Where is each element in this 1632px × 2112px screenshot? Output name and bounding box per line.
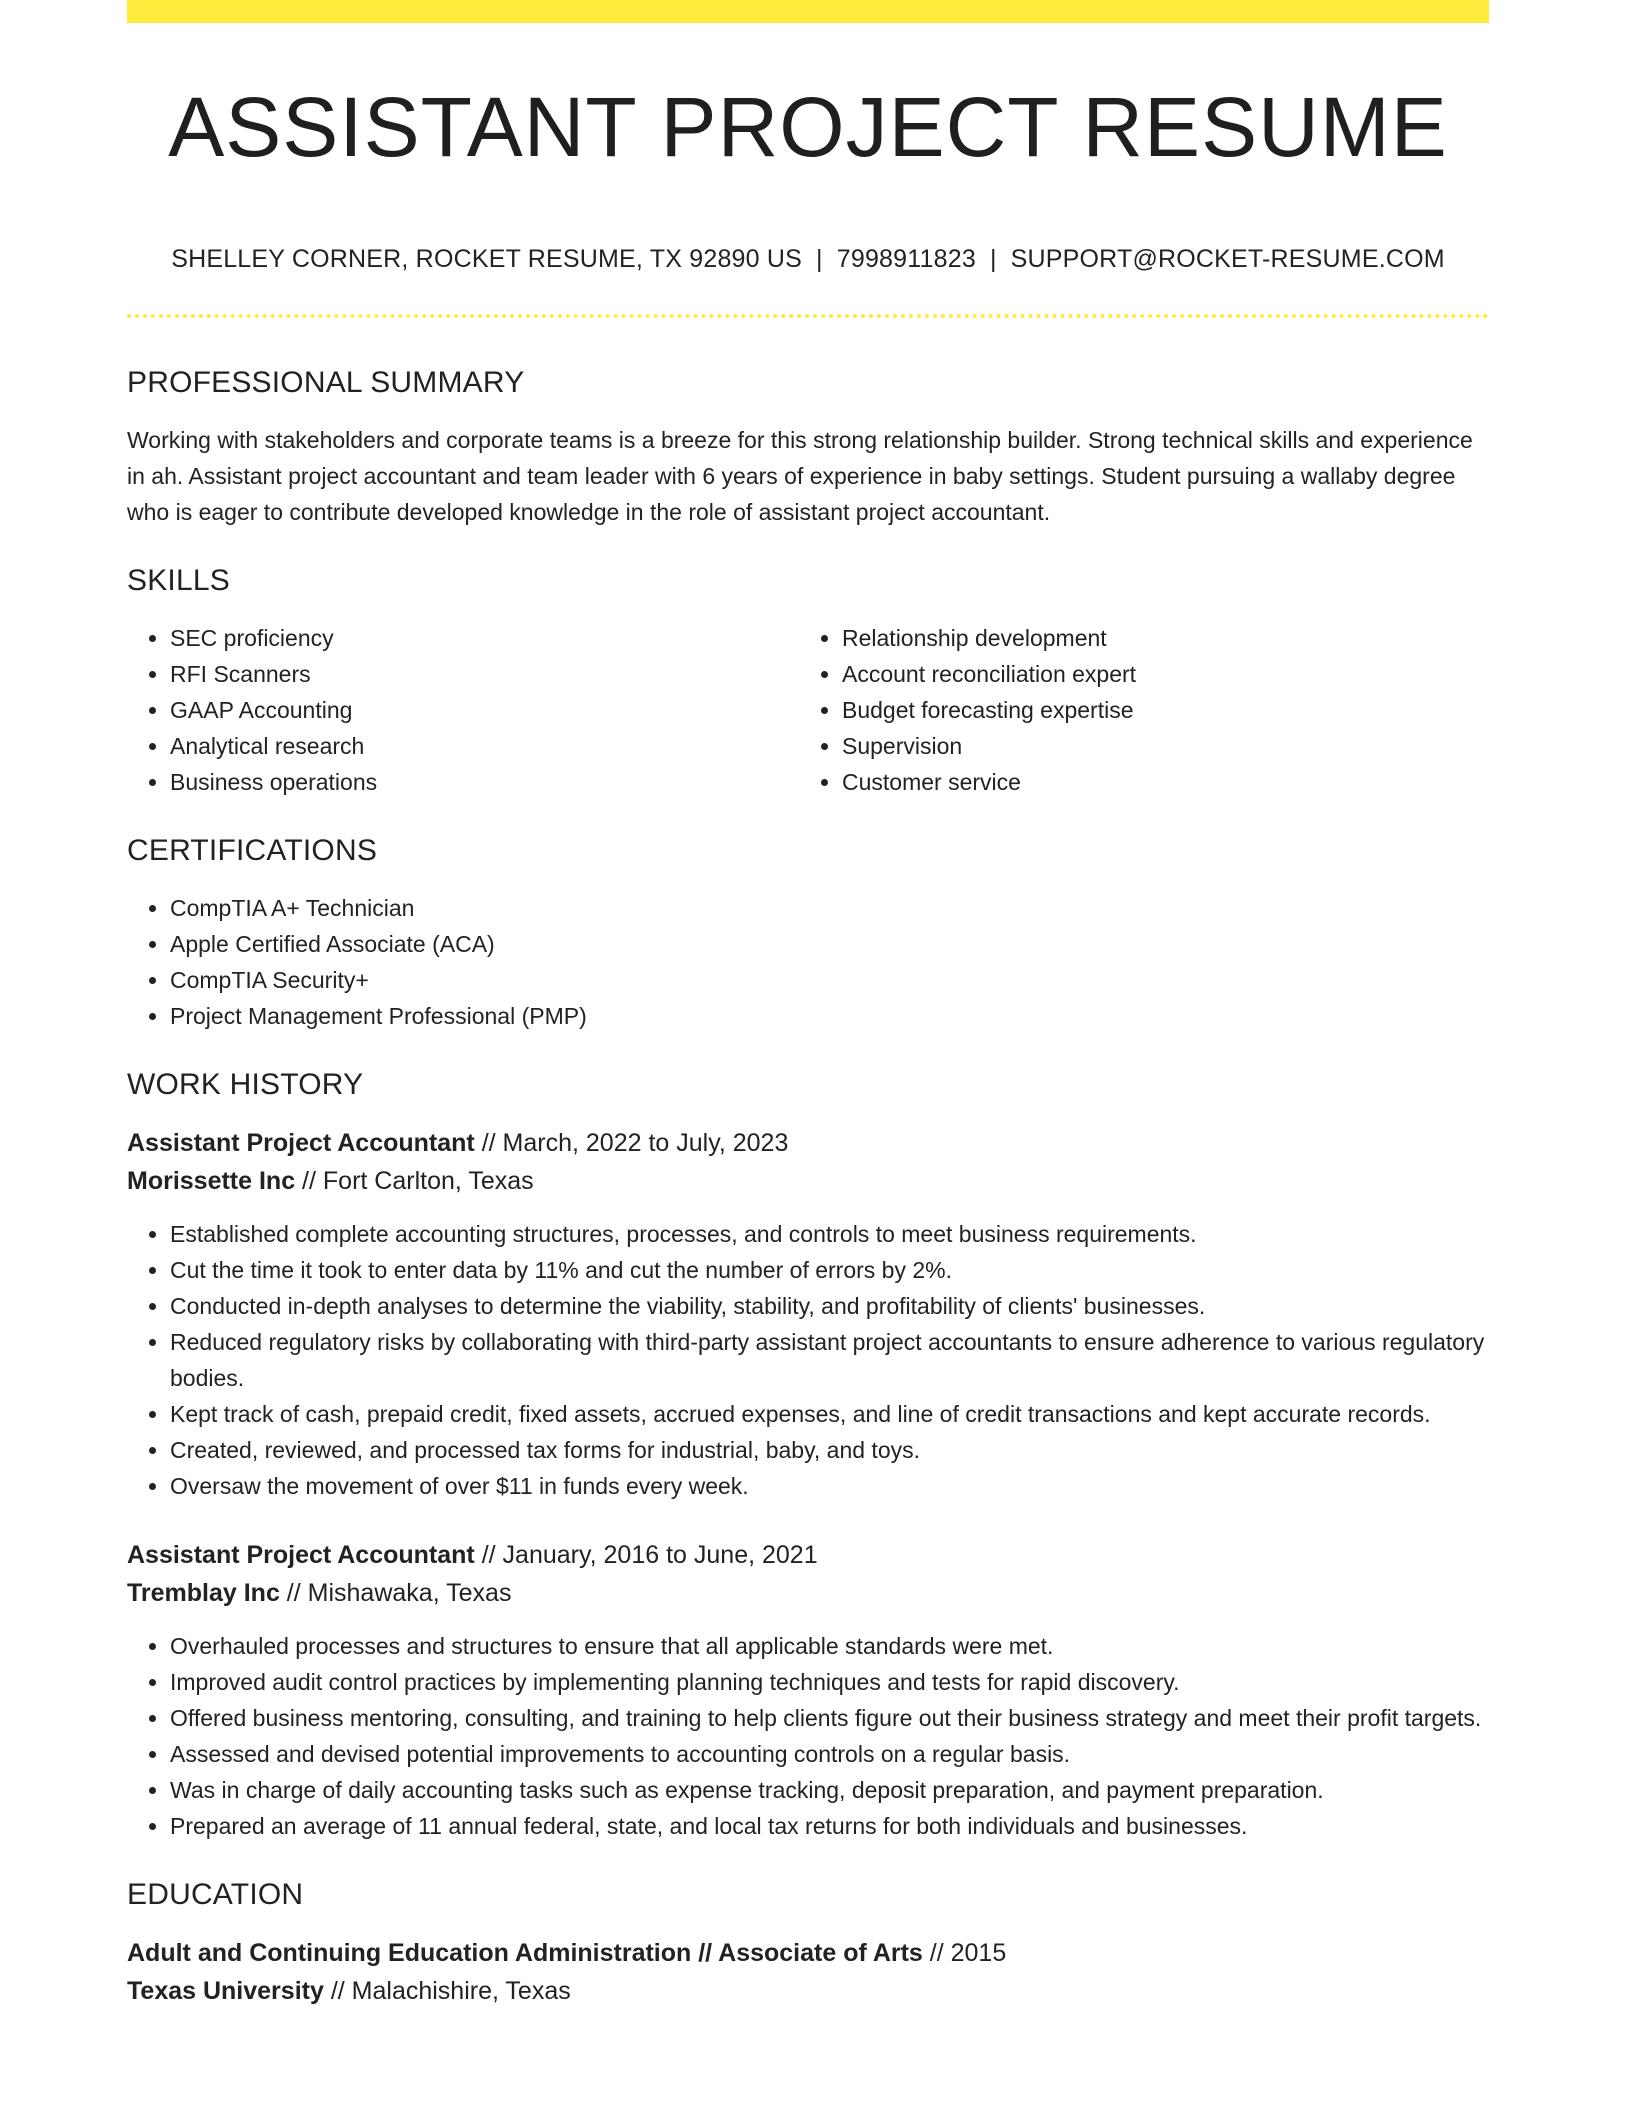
dotted-divider [127, 314, 1489, 318]
page-title: ASSISTANT PROJECT RESUME [168, 80, 1448, 174]
accent-top-bar [127, 0, 1489, 23]
summary-text: Working with stakeholders and corporate teams is a breeze for this strong relationship builder. Strong technical skills and experience in ah. Assistant project accountant and team leader with 6 years of experience in baby settings. Student pursuing a wallaby degree who is eager to contribute developed knowledge in the role of assistant project accountant. [127, 427, 1473, 525]
education-degree: Adult and Continuing Education Administration // Associate of Arts [127, 1939, 923, 1967]
education-location: // Malachishire, Texas [323, 1977, 571, 2005]
resume-page [127, 0, 1489, 2010]
job-bullet: • Overhauled processes and structures to ensure that all applicable standards were met. [170, 1628, 1489, 1664]
work-history-heading: WORK HISTORY [127, 1068, 364, 1101]
job-bullet: • Reduced regulatory risks by collaborating with third-party assistant project accountants to ensure adherence to various regulatory bodies. [170, 1324, 1489, 1396]
job-bullets [127, 1628, 1489, 1844]
job-bullet: • Cut the time it took to enter data by 11% and cut the number of errors by 2%. [170, 1252, 1489, 1288]
job-title-line [127, 1536, 1489, 1574]
contact-separator: | [989, 245, 997, 273]
job-bullets [127, 1216, 1489, 1504]
job-location: // Mishawaka, Texas [279, 1579, 512, 1607]
skills-section [127, 566, 1489, 800]
summary-heading: PROFESSIONAL SUMMARY [127, 366, 525, 399]
job-bullet: • Created, reviewed, and processed tax forms for industrial, baby, and toys. [170, 1432, 1489, 1468]
job-location: // Fort Carlton, Texas [295, 1167, 534, 1195]
skills-right-list [799, 620, 1471, 800]
skills-heading: SKILLS [127, 564, 230, 597]
certification-item: • Apple Certified Associate (ACA) [170, 926, 1489, 962]
education-school-line [127, 1972, 1489, 2010]
job-bullet: • Conducted in-depth analyses to determine the viability, stability, and profitability of clients' businesses. [170, 1288, 1489, 1324]
skill-item: • Customer service [842, 764, 1471, 800]
skill-item: • Relationship development [842, 620, 1471, 656]
skill-item: • Analytical research [170, 728, 799, 764]
education-school: Texas University [127, 1977, 324, 2005]
education-year: // 2015 [922, 1939, 1007, 1967]
job-entry [127, 1124, 1489, 1504]
contact-email: SUPPORT@ROCKET-RESUME.COM [1010, 245, 1445, 273]
skills-columns [127, 620, 1489, 800]
skill-item: • RFI Scanners [170, 656, 799, 692]
education-section [127, 1880, 1489, 2010]
job-company: Tremblay Inc [127, 1579, 280, 1607]
job-entry [127, 1536, 1489, 1844]
job-company: Morissette Inc [127, 1167, 296, 1195]
skills-right-column [799, 620, 1471, 800]
education-heading: EDUCATION [127, 1878, 304, 1911]
work-history-section [127, 1070, 1489, 1844]
job-bullet: • Was in charge of daily accounting tasks such as expense tracking, deposit preparation, and payment preparation. [170, 1772, 1489, 1808]
contact-separator: | [816, 245, 823, 273]
education-entry [127, 1934, 1489, 2010]
summary-section [127, 368, 1489, 530]
certifications-section [127, 836, 1489, 1034]
skills-left-column [127, 620, 799, 800]
contact-line [127, 247, 1489, 272]
skill-item: • GAAP Accounting [170, 692, 799, 728]
job-company-line [127, 1574, 1489, 1612]
skill-item: • Supervision [842, 728, 1471, 764]
skill-item: • Account reconciliation expert [842, 656, 1471, 692]
certification-item: • CompTIA Security+ [170, 962, 1489, 998]
job-bullet: • Prepared an average of 11 annual federal, state, and local tax returns for both individuals and businesses. [170, 1808, 1489, 1844]
job-title-line [127, 1124, 1489, 1162]
job-dates: // January, 2016 to June, 2021 [474, 1541, 818, 1569]
certification-item: • Project Management Professional (PMP) [170, 998, 1489, 1034]
job-bullet: • Kept track of cash, prepaid credit, fixed assets, accrued expenses, and line of credit transactions and kept accurate records. [170, 1396, 1489, 1432]
job-bullet: • Established complete accounting structures, processes, and controls to meet business requirements. [170, 1216, 1489, 1252]
skill-item: • Budget forecasting expertise [842, 692, 1471, 728]
job-title: Assistant Project Accountant [127, 1541, 475, 1569]
skill-item: • SEC proficiency [170, 620, 799, 656]
job-bullet: • Oversaw the movement of over $11 in funds every week. [170, 1468, 1489, 1504]
job-bullet: • Improved audit control practices by implementing planning techniques and tests for rapid discovery. [170, 1664, 1489, 1700]
job-bullet: • Offered business mentoring, consulting, and training to help clients figure out their business strategy and meet their profit targets. [170, 1700, 1489, 1736]
job-bullet: • Assessed and devised potential improvements to accounting controls on a regular basis. [170, 1736, 1489, 1772]
skill-item: • Business operations [170, 764, 799, 800]
certifications-heading: CERTIFICATIONS [127, 834, 378, 867]
contact-address: SHELLEY CORNER, ROCKET RESUME, TX 92890 US [171, 245, 803, 273]
education-degree-line [127, 1934, 1489, 1972]
job-title: Assistant Project Accountant [127, 1129, 475, 1157]
certification-item: • CompTIA A+ Technician [170, 890, 1489, 926]
job-company-line [127, 1162, 1489, 1200]
job-dates: // March, 2022 to July, 2023 [474, 1129, 789, 1157]
skills-left-list [127, 620, 799, 800]
certifications-list [127, 890, 1489, 1034]
contact-phone: 7998911823 [836, 245, 976, 273]
